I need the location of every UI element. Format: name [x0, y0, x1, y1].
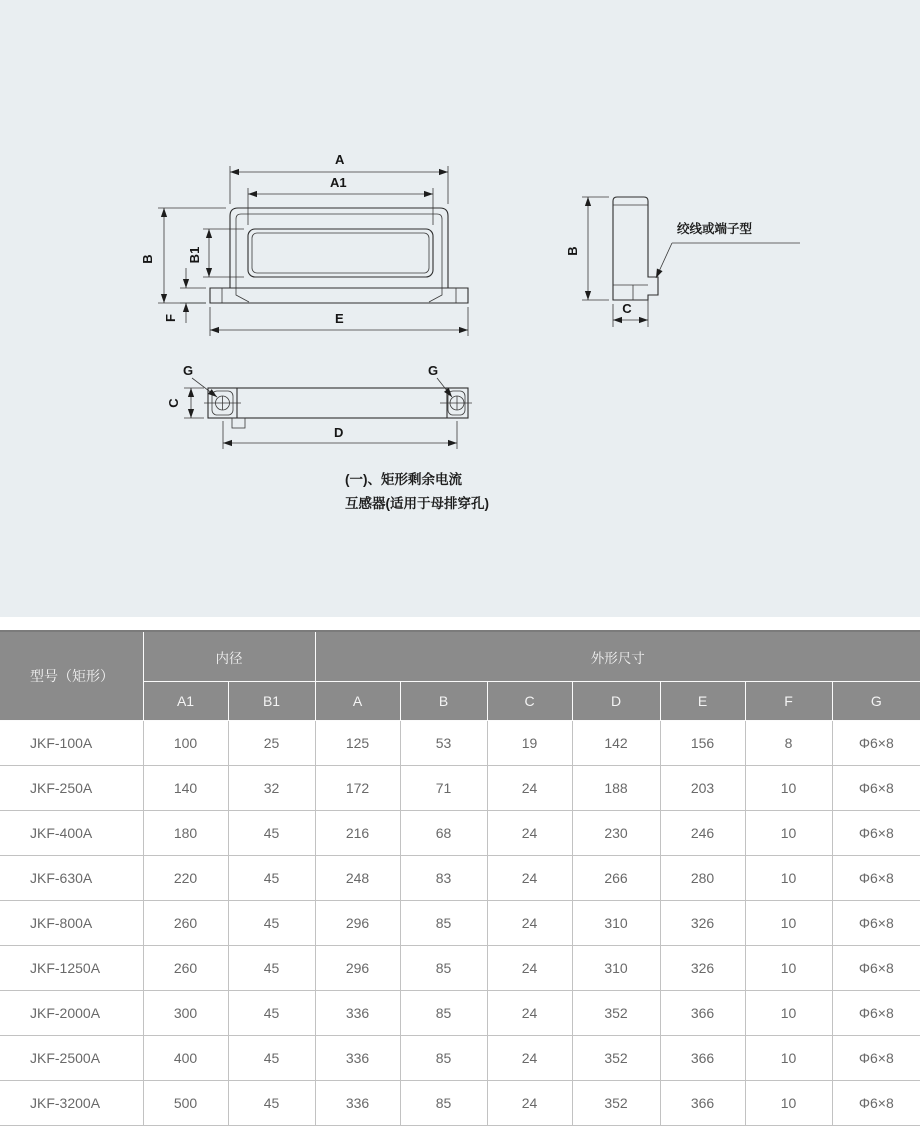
- table-row: [0, 721, 920, 766]
- value-cell: 24: [487, 811, 572, 856]
- value-cell: 10: [745, 811, 832, 856]
- value-cell: 336: [315, 1036, 400, 1081]
- value-cell: Φ6×8: [832, 1081, 920, 1126]
- table-row: [0, 1036, 920, 1081]
- header-col-b: B: [400, 682, 487, 721]
- header-col-c: C: [487, 682, 572, 721]
- dim-label-g-left: G: [183, 363, 194, 378]
- value-cell: 45: [228, 856, 315, 901]
- value-cell: 352: [572, 991, 660, 1036]
- value-cell: 248: [315, 856, 400, 901]
- dim-label-b-side: B: [565, 246, 580, 256]
- value-cell: 25: [228, 721, 315, 766]
- model-cell: JKF-2500A: [0, 1036, 143, 1081]
- value-cell: 32: [228, 766, 315, 811]
- table-row: [0, 856, 920, 901]
- terminal-type-annotation: 绞线或端子型: [677, 222, 753, 236]
- value-cell: 125: [315, 721, 400, 766]
- value-cell: Φ6×8: [832, 901, 920, 946]
- dim-label-b-front: B: [140, 254, 155, 264]
- value-cell: 366: [660, 991, 745, 1036]
- dim-label-b1: B1: [187, 246, 202, 264]
- value-cell: 10: [745, 856, 832, 901]
- value-cell: 24: [487, 901, 572, 946]
- value-cell: 366: [660, 1036, 745, 1081]
- value-cell: 10: [745, 946, 832, 991]
- table-row: [0, 946, 920, 991]
- value-cell: Φ6×8: [832, 991, 920, 1036]
- table-header: [0, 631, 920, 721]
- value-cell: 180: [143, 811, 228, 856]
- value-cell: 71: [400, 766, 487, 811]
- value-cell: 68: [400, 811, 487, 856]
- header-group-outline-dimensions: 外形尺寸: [315, 631, 920, 682]
- header-col-b1: B1: [228, 682, 315, 721]
- value-cell: 172: [315, 766, 400, 811]
- value-cell: 100: [143, 721, 228, 766]
- model-cell: JKF-250A: [0, 766, 143, 811]
- value-cell: 280: [660, 856, 745, 901]
- dimensions-table: [0, 630, 920, 1126]
- value-cell: 326: [660, 946, 745, 991]
- header-model-column: 型号（矩形）: [0, 631, 143, 721]
- figure-caption-line1: (一)、矩形剩余电流: [345, 472, 462, 487]
- value-cell: 10: [745, 1036, 832, 1081]
- value-cell: Φ6×8: [832, 721, 920, 766]
- front-view: [140, 152, 468, 336]
- panel-table-gap: [0, 617, 920, 630]
- model-cell: JKF-100A: [0, 721, 143, 766]
- value-cell: 352: [572, 1036, 660, 1081]
- value-cell: 45: [228, 1036, 315, 1081]
- value-cell: 188: [572, 766, 660, 811]
- dim-label-f: F: [163, 314, 178, 322]
- value-cell: 10: [745, 766, 832, 811]
- value-cell: 10: [745, 1081, 832, 1126]
- value-cell: Φ6×8: [832, 766, 920, 811]
- value-cell: 260: [143, 946, 228, 991]
- value-cell: Φ6×8: [832, 1036, 920, 1081]
- value-cell: 230: [572, 811, 660, 856]
- value-cell: 400: [143, 1036, 228, 1081]
- value-cell: 10: [745, 991, 832, 1036]
- side-view: [565, 197, 800, 327]
- value-cell: Φ6×8: [832, 856, 920, 901]
- model-cell: JKF-3200A: [0, 1081, 143, 1126]
- table-row: [0, 1081, 920, 1126]
- value-cell: 216: [315, 811, 400, 856]
- value-cell: 24: [487, 1036, 572, 1081]
- value-cell: 296: [315, 901, 400, 946]
- value-cell: 352: [572, 1081, 660, 1126]
- header-col-a1: A1: [143, 682, 228, 721]
- header-col-d: D: [572, 682, 660, 721]
- value-cell: 24: [487, 991, 572, 1036]
- value-cell: 260: [143, 901, 228, 946]
- dim-label-a: A: [335, 152, 345, 167]
- header-col-g: G: [832, 682, 920, 721]
- dim-label-c-bottom: C: [166, 398, 181, 408]
- value-cell: 45: [228, 991, 315, 1036]
- value-cell: 326: [660, 901, 745, 946]
- dim-label-c-side: C: [622, 301, 632, 316]
- dim-label-a1: A1: [330, 175, 347, 190]
- value-cell: 85: [400, 991, 487, 1036]
- value-cell: 85: [400, 1081, 487, 1126]
- value-cell: 246: [660, 811, 745, 856]
- value-cell: 8: [745, 721, 832, 766]
- figure-caption-line2: 互感器(适用于母排穿孔): [345, 496, 489, 511]
- value-cell: 300: [143, 991, 228, 1036]
- value-cell: 142: [572, 721, 660, 766]
- table-row: [0, 811, 920, 856]
- dim-label-g-right: G: [428, 363, 439, 378]
- value-cell: 85: [400, 1036, 487, 1081]
- header-col-e: E: [660, 682, 745, 721]
- value-cell: 24: [487, 946, 572, 991]
- dim-label-d: D: [334, 425, 344, 440]
- model-cell: JKF-2000A: [0, 991, 143, 1036]
- value-cell: 83: [400, 856, 487, 901]
- value-cell: 140: [143, 766, 228, 811]
- value-cell: 85: [400, 901, 487, 946]
- value-cell: 310: [572, 901, 660, 946]
- value-cell: 24: [487, 766, 572, 811]
- header-col-f: F: [745, 682, 832, 721]
- model-cell: JKF-630A: [0, 856, 143, 901]
- header-group-inner-diameter: 内径: [143, 631, 315, 682]
- value-cell: 366: [660, 1081, 745, 1126]
- dim-label-e: E: [335, 311, 344, 326]
- value-cell: 19: [487, 721, 572, 766]
- model-cell: JKF-800A: [0, 901, 143, 946]
- value-cell: 53: [400, 721, 487, 766]
- value-cell: 45: [228, 901, 315, 946]
- value-cell: 500: [143, 1081, 228, 1126]
- value-cell: 203: [660, 766, 745, 811]
- value-cell: 85: [400, 946, 487, 991]
- table-row: [0, 901, 920, 946]
- value-cell: 336: [315, 991, 400, 1036]
- header-col-a: A: [315, 682, 400, 721]
- value-cell: 24: [487, 1081, 572, 1126]
- value-cell: 220: [143, 856, 228, 901]
- value-cell: 45: [228, 946, 315, 991]
- value-cell: 10: [745, 901, 832, 946]
- table-row: [0, 991, 920, 1036]
- value-cell: 24: [487, 856, 572, 901]
- bottom-view: [166, 363, 472, 449]
- model-cell: JKF-400A: [0, 811, 143, 856]
- value-cell: 266: [572, 856, 660, 901]
- value-cell: 45: [228, 811, 315, 856]
- table-row: [0, 766, 920, 811]
- value-cell: 156: [660, 721, 745, 766]
- value-cell: 296: [315, 946, 400, 991]
- value-cell: Φ6×8: [832, 946, 920, 991]
- model-cell: JKF-1250A: [0, 946, 143, 991]
- value-cell: 310: [572, 946, 660, 991]
- value-cell: 336: [315, 1081, 400, 1126]
- value-cell: Φ6×8: [832, 811, 920, 856]
- value-cell: 45: [228, 1081, 315, 1126]
